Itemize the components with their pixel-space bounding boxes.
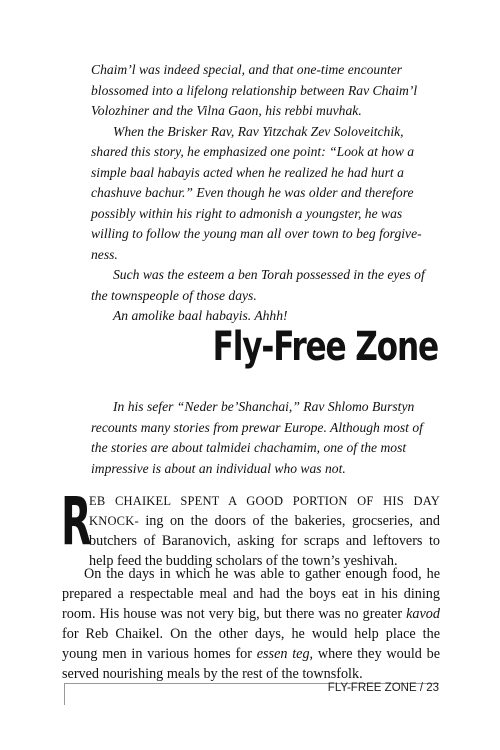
paragraph-text: for Reb Chaikel. On the other days, he would help place the young men in various homes for xyxy=(62,626,440,662)
running-footer: FLY-FREE ZONE / 23 xyxy=(327,682,439,694)
intro-paragraph: When the Brisker Rav, Rav Yitzchak Zev Soloveitchik, shared this story, he emphasized one point: “Look at how a simple baal habayis acted when he realized he had hurt a chashuve bachur.” Even though he was older and therefore possibly within his right to admonish a youngster, he was willing to follow the young man all over town to beg forgive-ness. xyxy=(91,123,422,262)
intro-passage xyxy=(91,60,439,327)
section-heading: Fly-Free Zone xyxy=(212,324,438,370)
paragraph-text: ing on the doors of the bakeries, grocseries, and butchers of Baranovich, asking for scraps and leftovers to help feed the budding scholars of the town’s yeshivah. xyxy=(89,513,440,569)
paragraph-text: On the days in which he was able to gather enough food, he prepared a respectable meal and had the boys eat in his dining room. His house was not very big, but there was no greater xyxy=(62,566,440,622)
small-caps-lead: EB CHAIKEL SPENT A GOOD PORTION OF HIS DAY KNOCK- xyxy=(89,494,440,528)
footer-rule-vertical xyxy=(64,683,65,705)
body-paragraph xyxy=(62,564,440,684)
paragraph-text: , where they would be served nourishing meals by the rest of the townsfolk. xyxy=(62,646,440,682)
body-paragraph xyxy=(61,483,440,571)
drop-cap: R xyxy=(61,483,92,560)
intro-paragraph: Chaim’l was indeed special, and that one-time encounter blossomed into a lifelong relationship between Rav Chaim’l Volozhiner and the Vilna Gaon, his rebbi muvhak. xyxy=(91,62,418,118)
italic-term: essen teg xyxy=(256,646,310,662)
italic-term: kavod xyxy=(406,606,440,622)
section-lede: In his sefer “Neder be’Shanchai,” Rav Shlomo Burstyn recounts many stories from prewar Europe. Although most of the stories are about talmidei chachamim, one of the most impressive is about an individual who was not. xyxy=(91,399,423,476)
intro-paragraph: Such was the esteem a ben Torah possessed in the eyes of the townspeople of those days. xyxy=(91,267,425,303)
intro-paragraph: An amolike baal habayis. Ahhh! xyxy=(113,308,288,323)
